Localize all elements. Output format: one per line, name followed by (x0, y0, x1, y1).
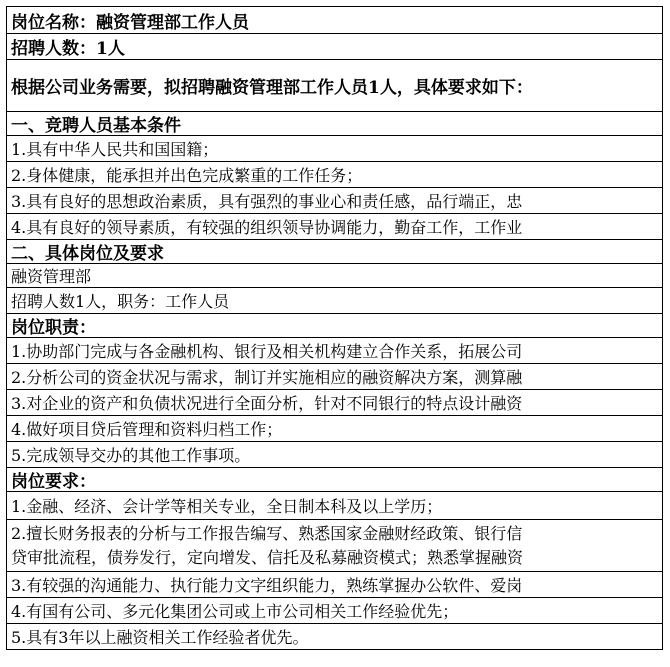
requirements-heading: 岗位要求： (7, 467, 662, 491)
hiring-count-row: 招聘人数：1人 (7, 33, 662, 59)
department-row: 融资管理部 (7, 263, 662, 287)
duty-item: 5.完成领导交办的其他工作事项。 (7, 441, 662, 467)
requirement-item-multiline (7, 519, 662, 571)
requirement-item: 4.有国有公司、多元化集团公司或上市公司相关工作经验优先； (7, 597, 662, 623)
duty-item: 4.做好项目贷后管理和资料归档工作； (7, 415, 662, 441)
requirement-item: 3.有较强的沟通能力、执行能力文字组织能力，熟练掌握办公软件、爱岗 (7, 571, 662, 597)
section-heading-positions: 二、具体岗位及要求 (7, 239, 662, 263)
condition-item: 1.具有中华人民共和国国籍； (7, 135, 662, 161)
job-title-row: 岗位名称：融资管理部工作人员 (11, 12, 249, 33)
intro-row: 根据公司业务需要，拟招聘融资管理部工作人员1人，具体要求如下： (7, 59, 662, 111)
positions-row: 招聘人数1人，职务：工作人员 (7, 287, 662, 313)
job-posting-table (6, 6, 663, 650)
requirement-line: 贷审批流程，债券发行，定向增发、信托及私募融资模式；熟悉掌握融资 (11, 548, 524, 567)
requirement-item: 5.具有3年以上融资相关工作经验者优先。 (7, 623, 662, 649)
duty-item: 3.对企业的资产和负债状况进行全面分析，针对不同银行的特点设计融资 (7, 389, 662, 415)
condition-item: 2.身体健康，能承担并出色完成繁重的工作任务； (7, 161, 662, 187)
condition-item: 4.具有良好的领导素质，有较强的组织领导协调能力，勤奋工作，工作业 (7, 213, 662, 239)
duties-heading: 岗位职责： (7, 313, 662, 337)
requirement-line: 2.擅长财务报表的分析与工作报告编写、熟悉国家金融财经政策、银行信 (11, 524, 523, 543)
section-heading-basic-conditions: 一、竞聘人员基本条件 (7, 111, 662, 135)
duty-item: 2.分析公司的资金状况与需求，制订并实施相应的融资解决方案，测算融 (7, 363, 662, 389)
condition-item: 3.具有良好的思想政治素质，具有强烈的事业心和责任感，品行端正，忠 (7, 187, 662, 213)
duty-item: 1.协助部门完成与各金融机构、银行及相关机构建立合作关系，拓展公司 (7, 337, 662, 363)
requirement-item: 1.金融、经济、会计学等相关专业，全日制本科及以上学历； (7, 491, 662, 519)
